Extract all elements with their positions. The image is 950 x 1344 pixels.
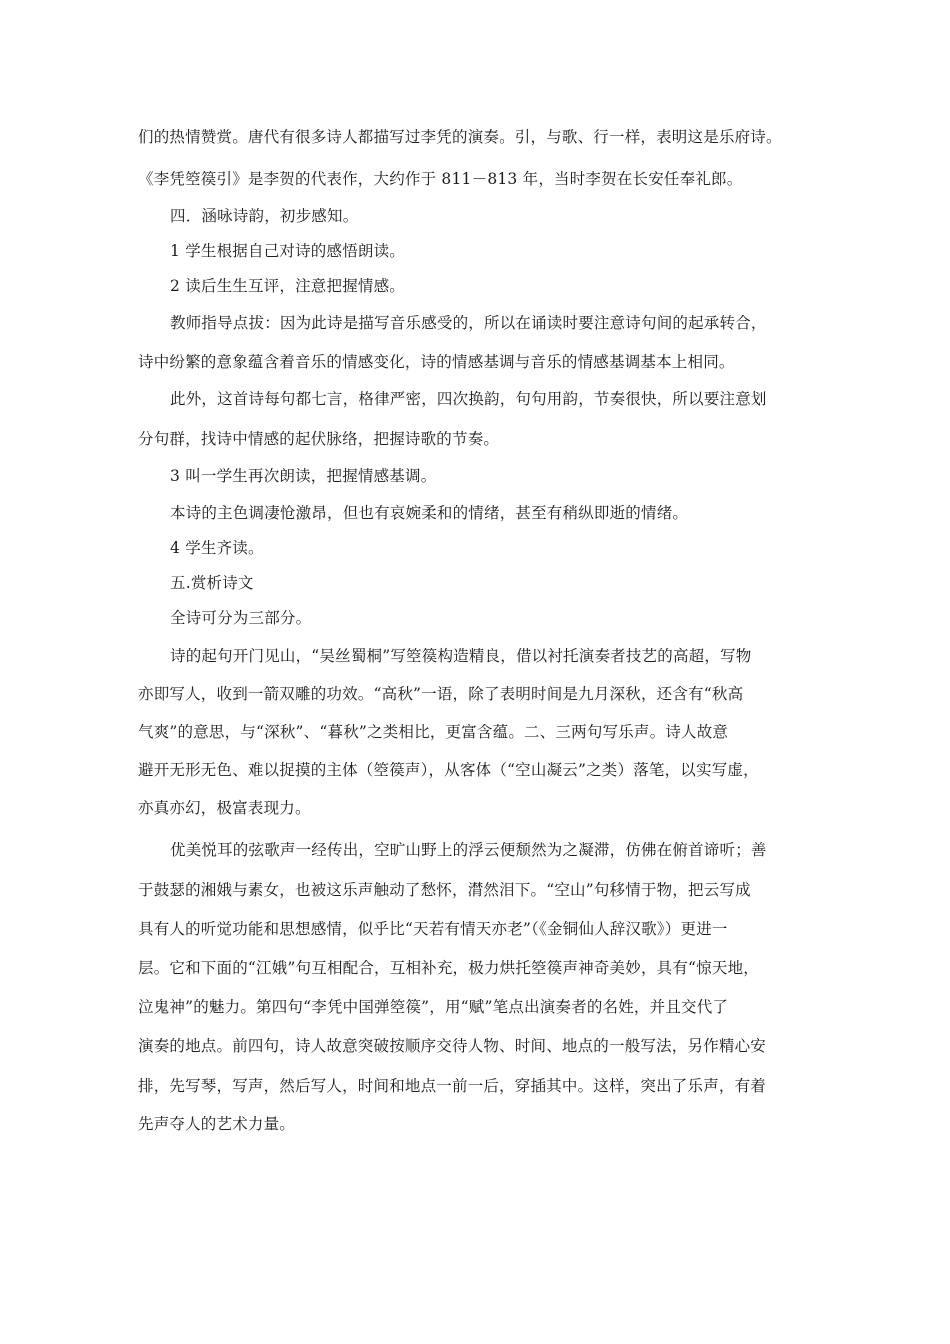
text-line: 1 学生根据自己对诗的感悟朗读。 <box>170 242 405 260</box>
text-line: 亦真亦幻，极富表现力。 <box>138 799 311 817</box>
text-line: 于鼓瑟的湘娥与素女，也被这乐声触动了愁怀，潸然泪下。“空山”句移情于物，把云写成 <box>138 881 751 899</box>
text-line: 泣鬼神”的魅力。第四句“李凭中国弹箜篌”，用“赋”笔点出演奏者的名姓，并且交代了 <box>138 998 729 1016</box>
text-line: 亦即写人，收到一箭双雕的功效。“高秋”一语，除了表明时间是九月深秋，还含有“秋高 <box>138 685 744 703</box>
text-line: 3 叫一学生再次朗读，把握情感基调。 <box>170 467 437 485</box>
text-line: 具有人的听觉功能和思想感情，似乎比“天若有情天亦老”（《金铜仙人辞汉歌》）更进一 <box>138 920 728 938</box>
text-line: 排，先写琴，写声，然后写人，时间和地点一前一后，穿插其中。这样，突出了乐声，有着 <box>138 1077 767 1095</box>
section-heading: 四．涵咏诗韵，初步感知。 <box>170 207 359 225</box>
text-line: 教师指导点拔：因为此诗是描写音乐感受的，所以在诵读时要注意诗句间的起承转合， <box>170 314 767 332</box>
text-line: 优美悦耳的弦歌声一经传出，空旷山野上的浮云便颓然为之凝滞，仿佛在俯首谛听；善 <box>170 841 767 859</box>
text-line: 此外，这首诗每句都七言，格律严密，四次换韵，句句用韵，节奏很快，所以要注意划 <box>170 390 767 408</box>
text-line: 4 学生齐读。 <box>170 539 264 557</box>
section-heading: 五.赏析诗文 <box>170 574 254 592</box>
text-line: 本诗的主色调凄怆激昂，但也有哀婉柔和的情绪，甚至有稍纵即逝的情绪。 <box>170 504 689 522</box>
text-line: 层。它和下面的“江娥”句互相配合，互相补充，极力烘托箜篌声神奇美妙，具有“惊天地， <box>138 959 759 977</box>
text-line: 《李凭箜篌引》是李贺的代表作，大约作于 811－813 年，当时李贺在长安任奉礼郎。 <box>138 170 743 188</box>
text-line: 避开无形无色、难以捉摸的主体（箜篌声），从客体（“空山凝云”之类）落笔，以实写虚， <box>138 761 759 779</box>
text-line: 先声夺人的艺术力量。 <box>138 1115 296 1133</box>
text-line: 2 读后生生互评，注意把握情感。 <box>170 277 405 295</box>
text-line: 们的热情赞赏。唐代有很多诗人都描写过李凭的演奏。引，与歌、行一样，表明这是乐府诗。 <box>138 128 782 146</box>
text-line: 分句群，找诗中情感的起伏脉络，把握诗歌的节奏。 <box>138 430 500 448</box>
text-line: 诗的起句开门见山，“吴丝蜀桐”写箜篌构造精良，借以衬托演奏者技艺的高超，写物 <box>170 647 752 665</box>
text-line: 诗中纷繁的意象蕴含着音乐的情感变化，诗的情感基调与音乐的情感基调基本上相同。 <box>138 353 735 371</box>
text-line: 全诗可分为三部分。 <box>170 609 312 627</box>
text-line: 演奏的地点。前四句，诗人故意突破按顺序交待人物、时间、地点的一般写法，另作精心安 <box>138 1037 767 1055</box>
text-line: 气爽”的意思，与“深秋”、“暮秋”之类相比，更富含蕴。二、三两句写乐声。诗人故意 <box>138 723 729 741</box>
